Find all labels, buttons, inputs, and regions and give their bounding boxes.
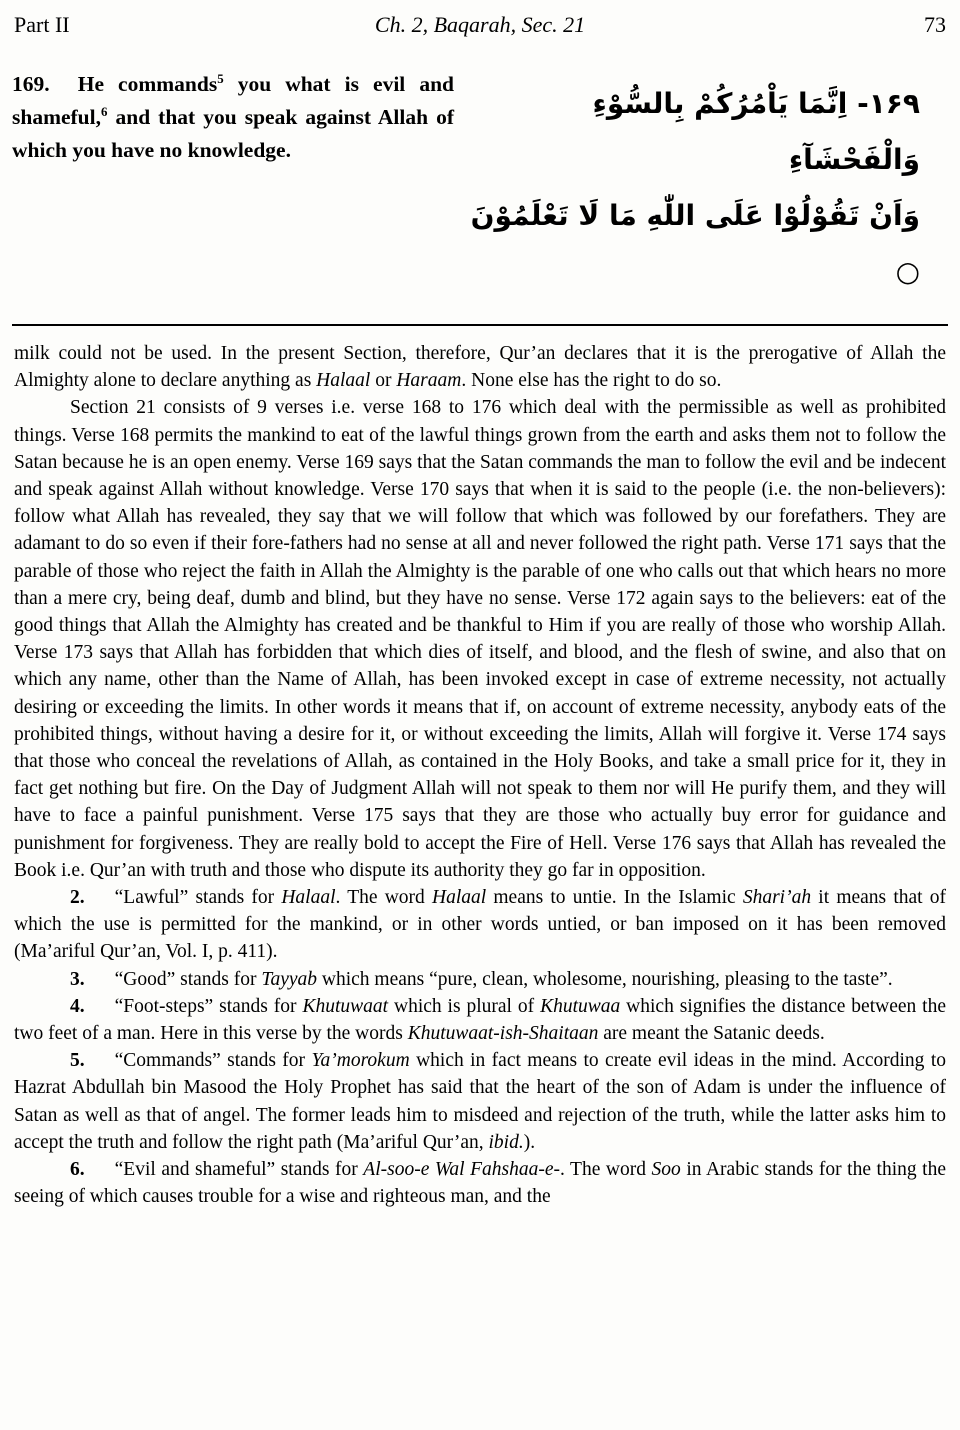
text-run: “Evil and shameful” stands for: [114, 1159, 364, 1181]
verse-arabic: [454, 68, 948, 300]
paragraph: [14, 394, 946, 884]
text-run: or: [370, 370, 397, 392]
text-run: Ya’morokum: [311, 1050, 410, 1072]
text-run: 6.: [70, 1159, 85, 1181]
text-run: you what is evil and shameful,: [12, 72, 454, 129]
text-run: Khutuwaat-ish-Shaitaan: [407, 1023, 599, 1045]
text-run: 5.: [70, 1050, 85, 1072]
text-run: “Commands” stands for: [114, 1050, 312, 1072]
text-run: are meant the Satanic deeds.: [598, 1023, 825, 1045]
commentary-text: [12, 340, 948, 1211]
section-divider: [12, 324, 948, 326]
text-run: 3.: [70, 968, 85, 990]
page-header: [12, 8, 948, 38]
arabic-verse-line: وَاَنْ تَقُوْلُوْا عَلَى اللّٰهِ مَا لَا تَعْلَمُوْنَ ○: [470, 199, 920, 288]
arabic-verse-line: ۱۶۹- اِنَّمَا يَاْمُرُكُمْ بِالسُّوْءِ وَالْفَحْشَآءِ: [592, 87, 920, 176]
text-run: ibid.: [488, 1131, 524, 1153]
text-run: Haraam: [396, 370, 462, 392]
text-run: in Arabic stands for the thing the seeing of which causes trouble for a wise and righteous man, and the: [14, 1159, 946, 1208]
text-run: . The word: [559, 1159, 652, 1181]
text-run: “Good” stands for: [114, 968, 262, 990]
paragraph: [14, 1047, 946, 1156]
text-run: milk could not be used. In the present Section, therefore, Qur’an declares that it is the prerogative of Allah the Almighty alone to declare anything as: [14, 343, 946, 392]
text-run: . The word: [335, 887, 432, 909]
text-run: 5: [217, 71, 224, 86]
paragraph: [14, 993, 946, 1047]
text-run: which signifies the distance between the two feet of a man. Here in this verse by the words: [14, 995, 947, 1045]
text-run: 6: [101, 104, 108, 119]
part-label: Part II: [14, 12, 70, 37]
text-run: ).: [523, 1131, 536, 1153]
text-run: which is plural of: [388, 995, 541, 1017]
text-run: Halaal: [281, 887, 336, 909]
text-run: “Foot-steps” stands for: [114, 995, 303, 1017]
paragraph: [14, 884, 946, 966]
page-number: 73: [924, 12, 946, 37]
text-run: Al-soo-e Wal Fahshaa-e-: [363, 1159, 560, 1181]
text-run: which means “pure, clean, wholesome, nourishing, pleasing to the taste”.: [317, 968, 893, 990]
paragraph: [14, 966, 946, 993]
text-run: and that you speak against Allah of which you have no knowledge.: [12, 105, 454, 162]
text-run: Tayyab: [261, 968, 318, 990]
paragraph: [14, 1156, 946, 1210]
text-run: Khutuwaat: [302, 995, 389, 1017]
text-run: 169. He commands: [12, 72, 218, 96]
verse-block: [12, 68, 948, 300]
verse-translation: [12, 68, 454, 300]
text-run: means to untie. In the Islamic: [486, 887, 743, 909]
text-run: Khutuwaa: [540, 995, 621, 1017]
chapter-title: Ch. 2, Baqarah, Sec. 21: [374, 12, 586, 37]
text-run: 4.: [70, 995, 85, 1017]
text-run: Shari’ah: [742, 887, 812, 909]
text-run: it means that of which the use is permitted for the mankind, or in other words untied, or ban imposed on it has been removed (Ma’ariful Qur’an, Vol. I, p. 411).: [14, 887, 947, 963]
text-run: Halaal: [316, 370, 371, 392]
text-run: “Lawful” stands for: [114, 887, 282, 909]
text-run: Section 21 consists of 9 verses i.e. verse 168 to 176 which deal with the permissible as well as prohibited things. Verse 168 permits the mankind to eat of the lawful things grown from the earth and asks them not to follow the Satan because he is an open enemy. Verse 169 says that the Satan commands the man to follow the evil and be indecent and speak against Allah without knowledge. Verse 170 says that when it is said to the people (i.e. the non-believers): follow what Allah has revealed, they say that we will follow that which was followed by our forefathers. They are adamant to do so even if their fore-fathers had no sense at all and never followed the right path. Verse 171 says that the parable of those who reject the faith in Allah the Almighty is the parable of one who calls out that which hears no more than a mere cry, being deaf, dumb and blind, but they have no sense. Verse 172 again says to the believers: eat of the good things that Allah the Almighty has created and be thankful to Him if you are really of those who worship Allah. Verse 173 says that Allah has forbidden that which dies of itself, and blood, and the flesh of swine, and also that on which any name, other than the Name of Allah, has been invoked except in case of extreme necessity, not actually desiring or exceeding the limits. In other words it means that if, on account of extreme necessity, anybody eats of the prohibited things, without having a desire for it, or without exceeding the limits, Allah will forgive it. Verse 174 says that those who conceal the revelations of Allah, as contained in the Holy Books, and take a small price for it, they in fact get nothing but fire. On the Day of Judgment Allah will not speak to them nor will He purify them, and they will have to face a painful punishment. Verse 175 says that they are those who actually buy error for guidance and punishment for forgiveness. They are really bold to accept the Fire of Hell. Verse 176 says that Allah has revealed the Book i.e. Qur’an with truth and those who dispute its authority they go far in opposition.: [14, 397, 946, 881]
text-run: Soo: [651, 1159, 681, 1181]
paragraph: [14, 340, 946, 394]
text-run: . None else has the right to do so.: [461, 370, 722, 392]
text-run: which in fact means to create evil ideas in the mind. According to Hazrat Abdullah bin Masood the Holy Prophet has said that the heart of the son of Adam is under the influence of Satan as well as that of angel. The former leads him to misdeed and rejection of the truth, while the latter asks him to accept the truth and follow the right path (Ma’ariful Qur’an,: [14, 1050, 946, 1153]
text-run: 2.: [70, 887, 85, 909]
text-run: Halaal: [432, 887, 487, 909]
